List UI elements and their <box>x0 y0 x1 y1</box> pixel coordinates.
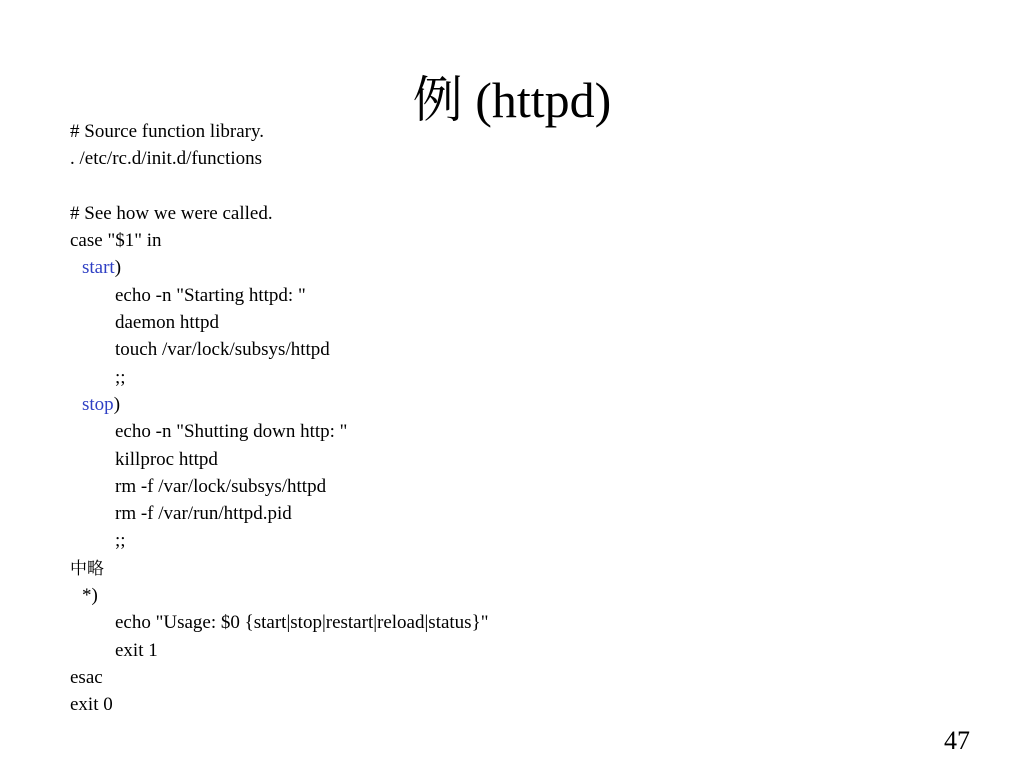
code-line-start-end: ;; <box>115 366 126 388</box>
code-line-case-open: case "$1" in <box>70 230 162 252</box>
slide-title: 例 (httpd) <box>412 72 612 128</box>
code-line-esac: esac <box>70 666 103 688</box>
code-line-start-case <box>70 254 488 281</box>
code-line-comment-called: # See how we were called. <box>70 202 273 224</box>
code-line-default-exit: exit 1 <box>115 639 158 661</box>
code-line-start-echo: echo -n "Starting httpd: " <box>115 284 306 306</box>
page-number: 47 <box>944 726 970 755</box>
code-line-stop-echo: echo -n "Shutting down http: " <box>115 421 348 443</box>
start-keyword: start <box>82 257 115 279</box>
code-line-stop-rm-lock: rm -f /var/lock/subsys/httpd <box>115 475 327 497</box>
code-line-start-touch: touch /var/lock/subsys/httpd <box>115 339 330 361</box>
code-line-comment-source: # Source function library. <box>70 121 264 142</box>
code-line-source-functions: . /etc/rc.d/init.d/functions <box>70 148 263 170</box>
start-paren: ) <box>114 257 122 279</box>
code-line-stop-rm-pid: rm -f /var/run/httpd.pid <box>115 503 292 525</box>
stop-keyword: stop <box>82 393 114 415</box>
omitted-note: 中略 <box>70 558 104 579</box>
code-listing <box>70 118 488 719</box>
code-line-omitted <box>70 555 488 582</box>
code-line-exit-zero: exit 0 <box>70 694 113 716</box>
code-line-stop-end: ;; <box>115 530 126 552</box>
code-line-stop-case <box>70 391 488 418</box>
code-line-blank <box>70 173 488 200</box>
code-line-default-echo: echo "Usage: $0 {start|stop|restart|reload|status}" <box>115 612 489 634</box>
code-line-default-case: *) <box>82 585 98 607</box>
stop-paren: ) <box>113 393 121 415</box>
code-line-start-daemon: daemon httpd <box>115 312 219 334</box>
code-line-stop-killproc: killproc httpd <box>115 448 218 470</box>
